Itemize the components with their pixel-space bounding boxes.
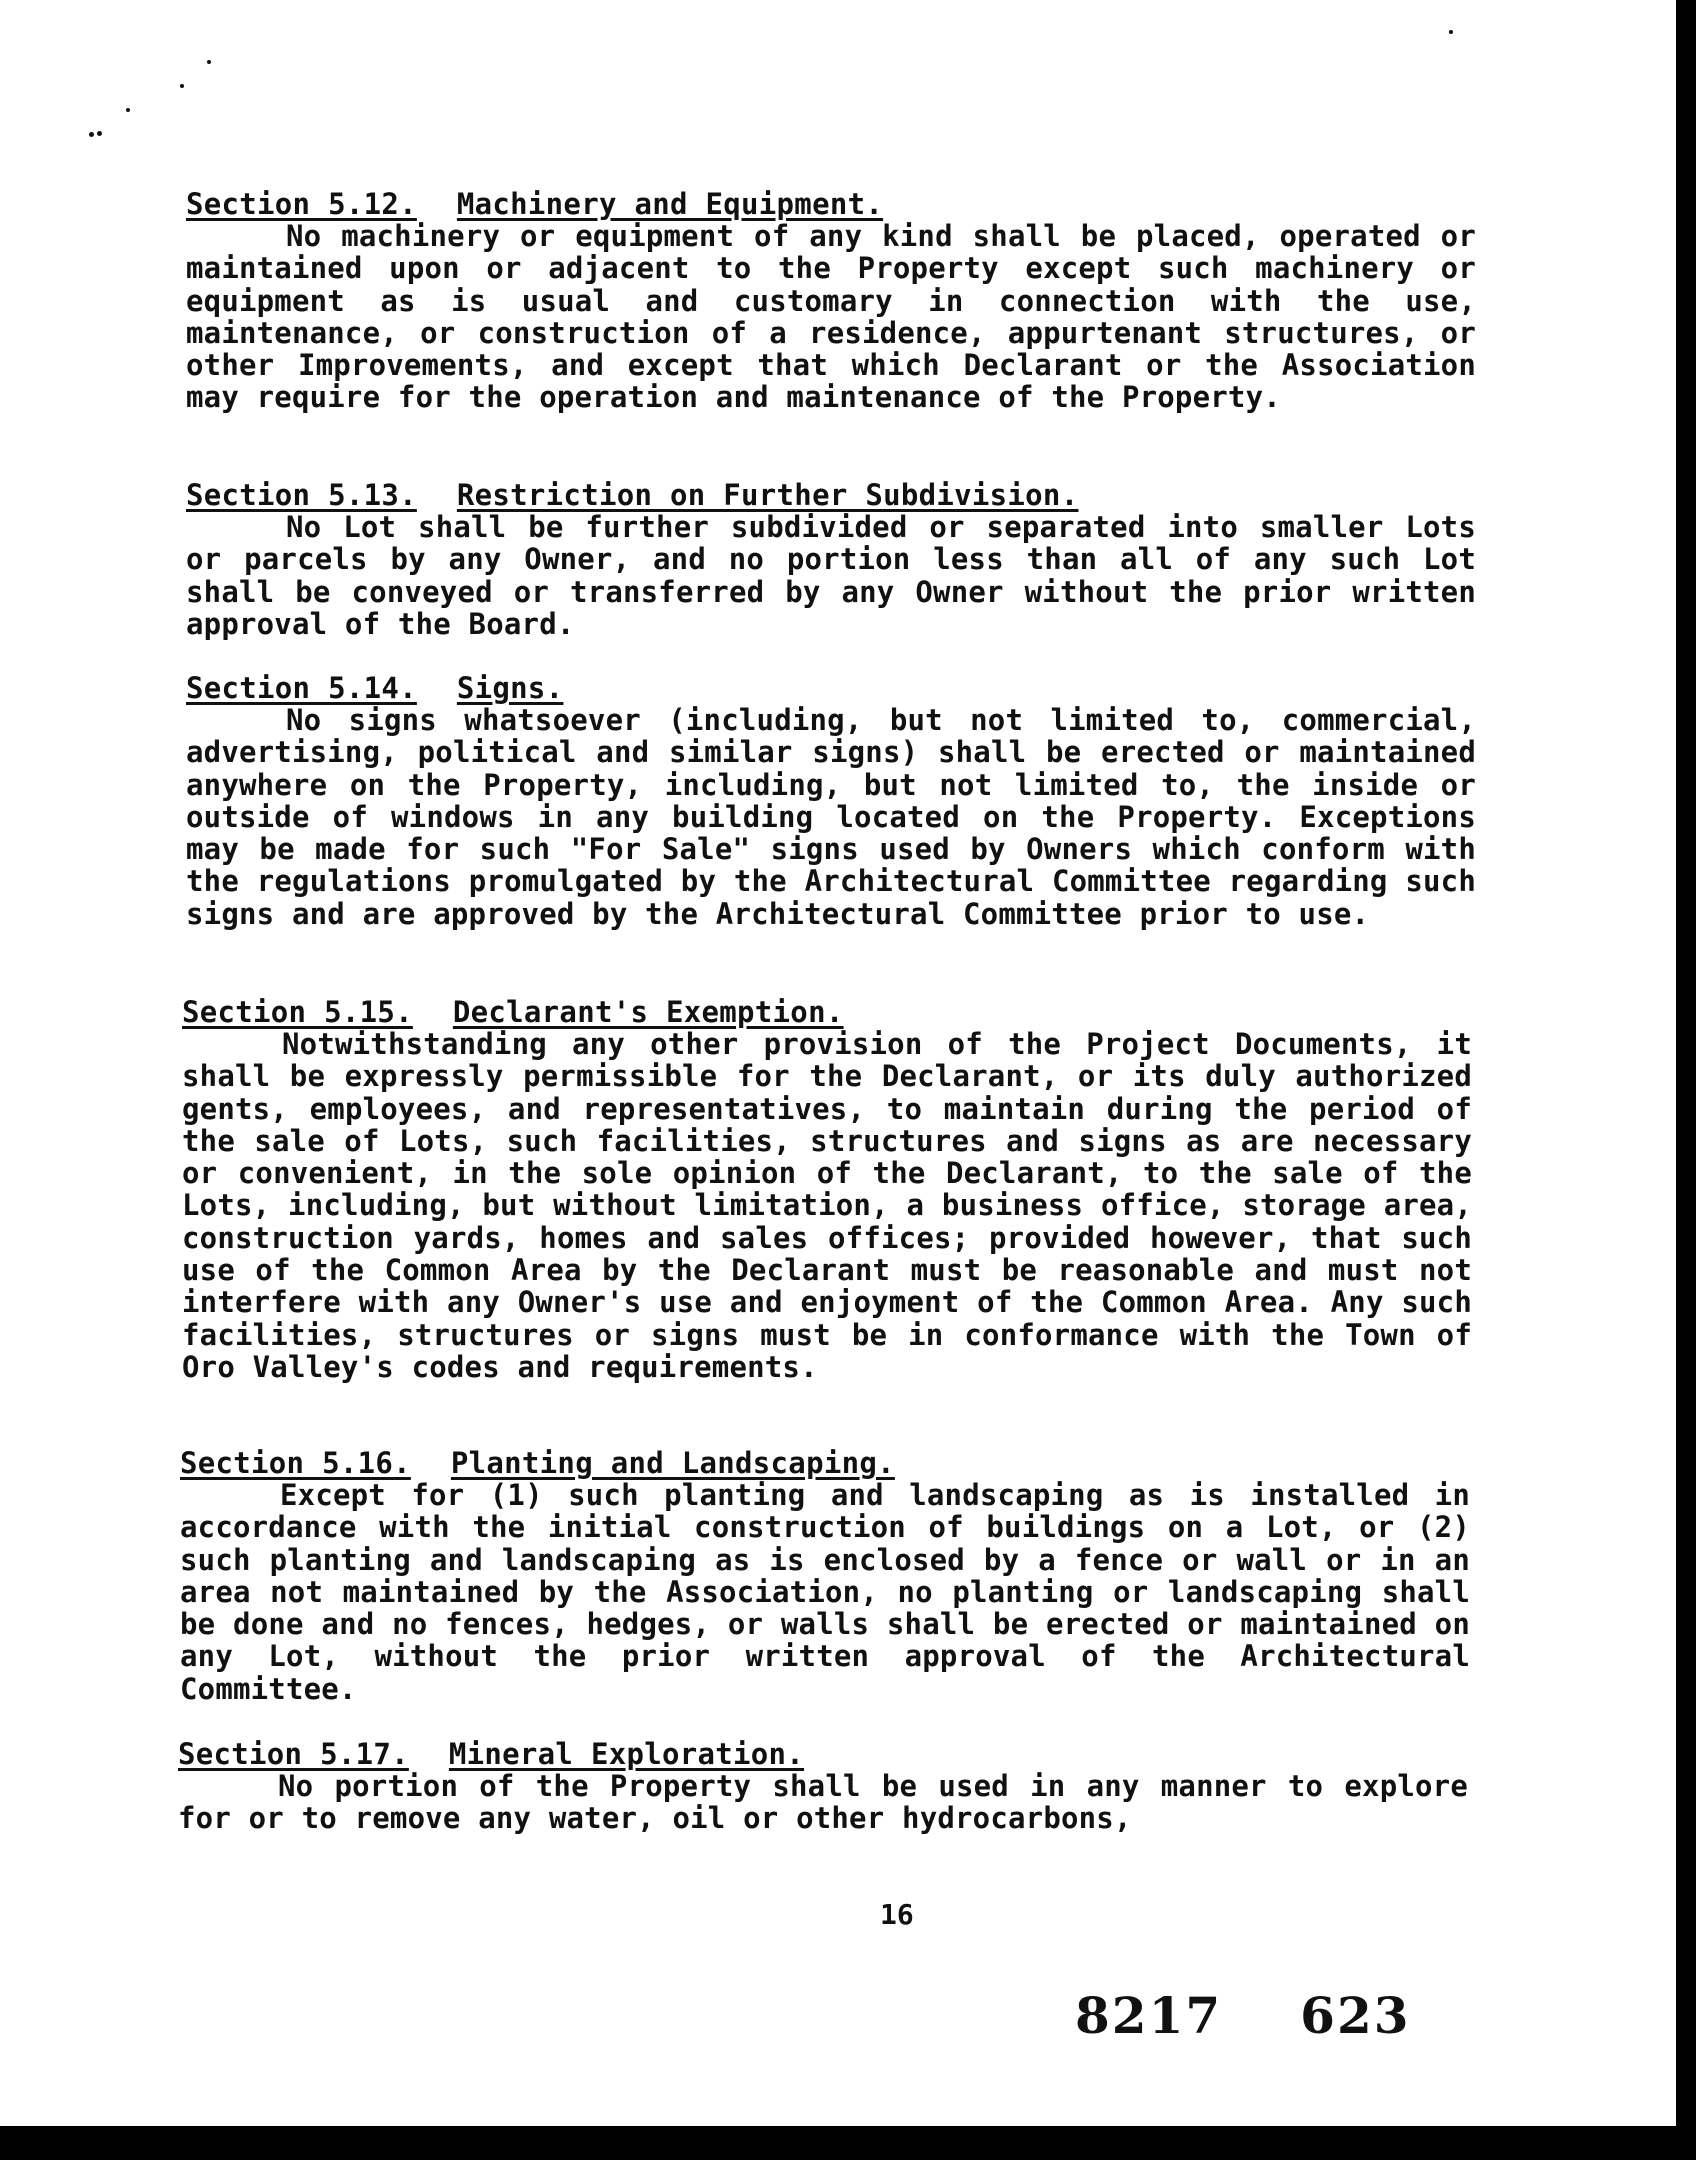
section-number: Section 5.13. xyxy=(186,478,417,512)
section-title: Planting and Landscaping. xyxy=(450,1446,895,1480)
scan-speck xyxy=(126,108,130,112)
section-5-15 xyxy=(182,996,1472,1383)
book-number: 8217 xyxy=(1075,1986,1223,2045)
section-title: Restriction on Further Subdivision. xyxy=(456,478,1079,512)
section-5-14 xyxy=(186,672,1476,930)
section-5-12 xyxy=(186,188,1476,414)
section-heading xyxy=(186,479,1476,511)
section-body: No portion of the Property shall be used in any manner to explore for or to remove any water, oil or other hydrocarbons, xyxy=(178,1769,1468,1836)
section-body: No machinery or equipment of any kind shall be placed, operated or maintained upon or adjacent to the Property except such machinery or equipment as is usual and customary in connection with the use, maintenance, or construction of a residence, appurtenant structures, or other Improvements, and except that which Declarant or the Association may require for the operation and maintenance of the Property. xyxy=(186,219,1476,415)
section-5-16 xyxy=(180,1447,1470,1705)
section-heading xyxy=(186,188,1476,220)
section-title: Declarant's Exemption. xyxy=(452,995,844,1029)
section-body: No signs whatsoever (including, but not limited to, commercial, advertising, political and similar signs) shall be erected or maintained anywhere on the Property, including, but not limited to, the inside or outside of windows in any building located on the Property. Exceptions may be made for such "For Sale" signs used by Owners which conform with the regulations promulgated by the Architectural Committee regarding such signs and are approved by the Architectural Committee prior to use. xyxy=(186,703,1476,931)
section-title: Signs. xyxy=(456,671,564,705)
scan-edge-artifact xyxy=(1676,1240,1696,1280)
scan-speck xyxy=(97,131,102,136)
section-number: Section 5.15. xyxy=(182,995,413,1029)
section-title: Mineral Exploration. xyxy=(448,1737,805,1771)
section-5-13 xyxy=(186,479,1476,640)
section-body: Except for (1) such planting and landscaping as is installed in accordance with the initial construction of buildings on a Lot, or (2) such planting and landscaping as is enclosed by a fence or wall or in an area not maintained by the Association, no planting or landscaping shall be done and no fences, hedges, or walls shall be erected or maintained on any Lot, without the prior written approval of the Architectural Committee. xyxy=(180,1478,1470,1706)
section-5-17 xyxy=(178,1738,1468,1835)
scan-speck xyxy=(207,60,211,64)
section-title: Machinery and Equipment. xyxy=(456,187,884,221)
section-number: Section 5.12. xyxy=(186,187,417,221)
scan-speck xyxy=(180,84,184,88)
section-heading xyxy=(180,1447,1470,1479)
page-reference: 623 xyxy=(1300,1986,1411,2045)
section-number: Section 5.17. xyxy=(178,1737,409,1771)
section-body: No Lot shall be further subdivided or separated into smaller Lots or parcels by any Owner, and no portion less than all of any such Lot shall be conveyed or transferred by any Owner without the prior written approval of the Board. xyxy=(186,510,1476,641)
scan-speck xyxy=(89,132,94,137)
section-heading xyxy=(182,996,1472,1028)
section-number: Section 5.14. xyxy=(186,671,417,705)
section-heading xyxy=(178,1738,1468,1770)
section-body: Notwithstanding any other provision of the Project Documents, it shall be expressly permissible for the Declarant, or its duly authorized gents, employees, and representatives, to maintain during the period of the sale of Lots, such facilities, structures and signs as are necessary or convenient, in the sole opinion of the Declarant, to the sale of the Lots, including, but without limitation, a business office, storage area, construction yards, homes and sales offices; provided however, that such use of the Common Area by the Declarant must be reasonable and must not interfere with any Owner's use and enjoyment of the Common Area. Any such facilities, structures or signs must be in conformance with the Town of Oro Valley's codes and requirements. xyxy=(182,1027,1472,1384)
page-number: 16 xyxy=(880,1898,914,1931)
recording-reference xyxy=(1075,1986,1411,2045)
section-number: Section 5.16. xyxy=(180,1446,411,1480)
scan-speck xyxy=(1449,30,1453,34)
section-heading xyxy=(186,672,1476,704)
